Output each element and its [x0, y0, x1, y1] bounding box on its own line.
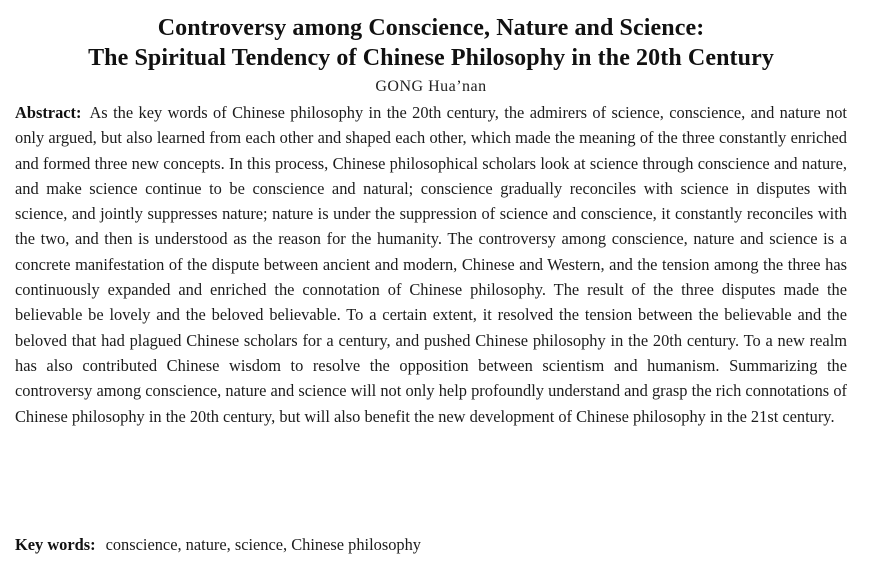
author-name: GONG Hua’nan	[375, 78, 487, 95]
title-line-1: Controversy among Conscience, Nature and Science:	[157, 15, 705, 41]
keywords-label: Key words:	[15, 535, 96, 554]
keywords-text: conscience, nature, science, Chinese philosophy	[105, 535, 421, 554]
abstract-label: Abstract:	[15, 103, 82, 122]
keywords-line	[15, 532, 421, 557]
title-line-2: The Spiritual Tendency of Chinese Philosophy in the 20th Century	[88, 45, 774, 71]
paper-title	[15, 13, 847, 73]
abstract-text: As the key words of Chinese philosophy in the 20th century, the admirers of science, conscience, and nature not only argued, but also learned from each other and shaped each other, which made the meaning of the three constantly enriched and formed three new concepts. In this process, Chinese philosophical scholars look at science through conscience and nature, and make science continue to be conscience and natural; conscience gradually reconciles with science in disputes with science, and jointly suppresses nature; nature is under the suppression of science and conscience, it constantly reconciles with the two, and then is understood as the reason for the humanity. The controversy among conscience, nature and science is a concrete manifestation of the dispute between ancient and modern, Chinese and Western, and the tension among the three has continuously expanded and enriched the connotation of Chinese philosophy. The result of the three disputes made the believable be lovely and the beloved believable. To a certain extent, it resolved the tension between the believable and the beloved that had plagued Chinese scholars for a century, and pushed Chinese philosophy in the 20th century. To a new realm has also contributed Chinese wisdom to resolve the opposition between scientism and humanism. Summarizing the controversy among conscience, nature and science will not only help profoundly understand and grasp the rich connotations of Chinese philosophy in the 20th century, but will also benefit the new development of Chinese philosophy in the 21st century.	[15, 103, 847, 426]
abstract-paragraph	[15, 100, 847, 429]
